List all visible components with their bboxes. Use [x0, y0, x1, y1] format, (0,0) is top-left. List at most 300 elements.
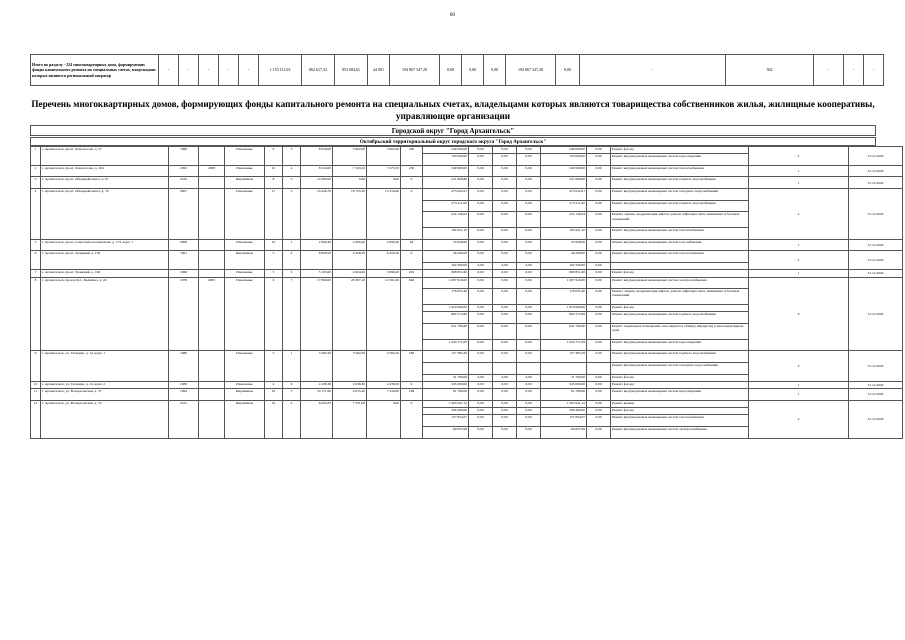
works-count: 1	[749, 239, 849, 251]
owners-funds: 69 837,69	[541, 426, 587, 438]
row-number: 9	[31, 351, 41, 381]
completion-date: 31.12.2020	[849, 381, 903, 388]
renovation-year	[199, 389, 225, 401]
build-year: 1991	[169, 251, 199, 270]
entrances: 5	[283, 270, 301, 277]
completion-date: 31.12.2020	[849, 251, 903, 270]
owners-funds: 224 146,04	[541, 212, 587, 228]
residents: 258	[401, 165, 423, 177]
house-address: г. Архангельск, пр-кт. Обводный канал, д. 67	[41, 177, 169, 189]
living-area: 2 690,40	[333, 239, 367, 251]
other-funds: 0,00	[587, 200, 611, 212]
owners-funds: 31 760,00	[541, 374, 587, 381]
federal-funds: 0,00	[469, 251, 493, 263]
regional-funds: 0,00	[493, 189, 517, 201]
municipal-funds: 0,00	[517, 374, 541, 381]
works-count: 4	[749, 189, 849, 240]
house-address: г. Архангельск, пр-кт. Обводный канал, д. 76	[41, 189, 169, 240]
entrances: 1	[283, 351, 301, 381]
federal-funds: 0,00	[469, 339, 493, 351]
work-cost: 31 760,00	[423, 374, 469, 381]
work-cost: 862 572,89	[423, 312, 469, 324]
owners-funds: 102 500,00	[541, 262, 587, 269]
regional-funds: 0,00	[493, 270, 517, 277]
house-row	[31, 400, 903, 407]
federal-funds: 0,00	[469, 381, 493, 388]
work-type: Ремонт внутридомовых инженерных систем водоотведения	[611, 339, 749, 351]
owners-funds: 862 572,89	[541, 312, 587, 324]
summary-count: 302	[726, 55, 814, 86]
owners-funds: 1 087 910,00	[541, 277, 587, 289]
works-count: 2	[749, 147, 849, 166]
municipal-funds: 0,00	[517, 426, 541, 438]
municipal-funds: 0,00	[517, 351, 541, 363]
municipal-funds: 0,00	[517, 147, 541, 154]
regional-funds: 0,00	[493, 200, 517, 212]
regional-funds: 0,00	[493, 389, 517, 401]
owners-funds: 182 621,10	[541, 228, 587, 240]
owners-funds	[541, 362, 587, 374]
house-row	[31, 277, 903, 289]
build-year: 1980	[169, 351, 199, 381]
build-year: 1968	[169, 270, 199, 277]
summary-dash: -	[199, 55, 219, 86]
federal-funds: 0,00	[469, 270, 493, 277]
other-funds: 0,00	[587, 262, 611, 269]
total-area: 4 438,30	[301, 381, 333, 388]
municipal-funds: 0,00	[517, 228, 541, 240]
work-cost: 349 900,00	[423, 165, 469, 177]
living-area: 16 725,50	[333, 189, 367, 240]
summary-total-cost: 194 867 347,28	[390, 55, 440, 86]
residential-area: 7 475,50	[367, 165, 401, 177]
build-year: 1978	[169, 277, 199, 351]
municipal-funds: 0,00	[517, 177, 541, 189]
work-cost: 273 211,00	[423, 200, 469, 212]
residents: 168	[401, 389, 423, 401]
regional-funds: 0,00	[493, 415, 517, 427]
regional-funds: 0,00	[493, 374, 517, 381]
floors: 10	[265, 389, 283, 401]
municipal-funds	[517, 362, 541, 374]
house-address: г. Архангельск, пр-кт. Советских космонавтов, д. 173, корп. 1	[41, 239, 169, 251]
work-cost: 159 000,00	[423, 154, 469, 166]
living-area: 0,00	[333, 177, 367, 189]
regional-funds: 0,00	[493, 147, 517, 154]
floors: 8	[265, 177, 283, 189]
renovation-year	[199, 351, 225, 381]
row-number: 10	[31, 381, 41, 388]
total-area: 12 000,00	[301, 177, 333, 189]
entrances: 7	[283, 277, 301, 351]
completion-date: 31.12.2020	[849, 389, 903, 401]
floors: 5	[265, 270, 283, 277]
work-type: Ремонт внутридомовых инженерных систем теплоснабжения	[611, 228, 749, 240]
regional-funds: 0,00	[493, 165, 517, 177]
renovation-year	[199, 400, 225, 438]
summary-living-area: 862 617,33	[302, 55, 335, 86]
work-cost: 35 928,00	[423, 239, 469, 251]
regional-funds: 0,00	[493, 351, 517, 363]
work-cost: 641 796,80	[423, 323, 469, 339]
residents: 0	[401, 177, 423, 189]
works-count: 1	[749, 177, 849, 189]
work-cost	[423, 362, 469, 374]
living-area: 3 582,20	[333, 351, 367, 381]
municipal-funds: 0,00	[517, 165, 541, 177]
other-funds: 0,00	[587, 289, 611, 305]
regional-funds: 0,00	[493, 305, 517, 312]
renovation-year	[199, 177, 225, 189]
residents: 238	[401, 147, 423, 166]
summary-other: 0,00	[556, 55, 580, 86]
residential-area: 13 316,60	[367, 189, 401, 240]
build-year: 1980	[169, 381, 199, 388]
regional-funds: 0,00	[493, 312, 517, 324]
federal-funds: 0,00	[469, 389, 493, 401]
residents: 202	[401, 270, 423, 277]
row-number: 5	[31, 239, 41, 251]
entrances: 3	[283, 147, 301, 166]
federal-funds: 0,00	[469, 200, 493, 212]
work-type: Ремонт подвальных помещений, относящихся к общему имуществу в многоквартирном доме	[611, 323, 749, 339]
works-count: 1	[749, 389, 849, 401]
work-cost: 182 621,10	[423, 228, 469, 240]
work-cost: 224 146,04	[423, 212, 469, 228]
completion-date: 31.12.2020	[849, 177, 903, 189]
other-funds: 0,00	[587, 270, 611, 277]
residential-area: 4 438,30	[367, 381, 401, 388]
work-cost: 240 000,00	[423, 147, 469, 154]
floors: 5	[265, 251, 283, 270]
living-area: 4 036,30	[333, 381, 367, 388]
residential-area: 2 690,40	[367, 239, 401, 251]
completion-date: 31.12.2020	[849, 277, 903, 351]
living-area: 7 331,00	[333, 400, 367, 438]
other-funds: 0,00	[587, 212, 611, 228]
federal-funds: 0,00	[469, 147, 493, 154]
regional-funds: 0,00	[493, 323, 517, 339]
other-funds: 0,00	[587, 408, 611, 415]
other-funds: 0,00	[587, 251, 611, 263]
completion-date: 31.12.2020	[849, 400, 903, 438]
entrances: 3	[283, 177, 301, 189]
federal-funds: 0,00	[469, 277, 493, 289]
summary-dash: -	[159, 55, 179, 86]
work-cost: 668 851,60	[423, 270, 469, 277]
work-type: Ремонт, замена, модернизация лифтов, ремонт лифтовых шахт, машинных и блочных помещений	[611, 289, 749, 305]
residential-area: 7 526,00	[367, 389, 401, 401]
work-type: Ремонт внутридомовых инженерных систем водоотведения	[611, 389, 749, 401]
build-year: 1998	[169, 147, 199, 166]
row-number: 7	[31, 270, 41, 277]
living-area: 4 604,40	[333, 270, 367, 277]
owners-funds: 81 780,00	[541, 389, 587, 401]
wall-material: Кирпичные	[225, 389, 265, 401]
municipal-funds: 0,00	[517, 277, 541, 289]
house-row	[31, 239, 903, 251]
house-address: г. Архангельск, пр-кт. Ломоносова, д. 104	[41, 165, 169, 177]
owners-funds: 641 796,80	[541, 323, 587, 339]
summary-federal: 0,00	[440, 55, 462, 86]
owners-funds: 473 042,61	[541, 189, 587, 201]
works-count: 4	[749, 400, 849, 438]
total-area: 8 845,83	[301, 400, 333, 438]
municipal-funds: 0,00	[517, 251, 541, 263]
works-count: 3	[749, 351, 849, 381]
federal-funds: 0,00	[469, 426, 493, 438]
city-heading: Городской округ "Город Архангельск"	[30, 125, 876, 136]
floors: 4	[265, 381, 283, 388]
federal-funds: 0,00	[469, 312, 493, 324]
houses-table	[30, 146, 903, 439]
entrances: 2	[283, 400, 301, 438]
build-year: 1994	[169, 389, 199, 401]
total-area: 5 163,00	[301, 270, 333, 277]
wall-material: Панельные	[225, 239, 265, 251]
summary-residents: 44 091	[368, 55, 390, 86]
work-type: Ремонт внутридомовых инженерных систем водоотведения	[611, 154, 749, 166]
entrances: 1	[283, 239, 301, 251]
build-year: 2012	[169, 400, 199, 438]
total-area: 8 050,00	[301, 147, 333, 166]
federal-funds: 0,00	[469, 400, 493, 407]
wall-material: Панельные	[225, 277, 265, 351]
owners-funds: 345 000,00	[541, 381, 587, 388]
municipal-funds: 0,00	[517, 312, 541, 324]
build-year: 2007	[169, 189, 199, 240]
wall-material: Панельные	[225, 189, 265, 240]
work-cost: 46 260,00	[423, 251, 469, 263]
house-address: г. Архангельск, пр-кт. Троицкий, д. 166	[41, 270, 169, 277]
row-number: 2	[31, 165, 41, 177]
house-row	[31, 165, 903, 177]
entrances: 6	[283, 381, 301, 388]
work-type	[611, 262, 749, 269]
owners-funds: 668 851,60	[541, 270, 587, 277]
entrances: 4	[283, 165, 301, 177]
work-cost: 1 087 910,00	[423, 277, 469, 289]
residents: 0	[401, 381, 423, 388]
work-type: Ремонт фасада	[611, 374, 749, 381]
residential-area: 0,00	[367, 400, 401, 438]
work-cost: 1 619 600,00	[423, 305, 469, 312]
summary-dash: -	[219, 55, 239, 86]
row-number: 3	[31, 177, 41, 189]
living-area: 5 602,00	[333, 147, 367, 166]
municipal-funds: 0,00	[517, 270, 541, 277]
other-funds: 0,00	[587, 351, 611, 363]
house-address: г. Архангельск, пр-кт. Ломоносова, д. 27	[41, 147, 169, 166]
completion-date: 31.12.2020	[849, 165, 903, 177]
completion-date: 31.12.2020	[849, 239, 903, 251]
federal-funds: 0,00	[469, 305, 493, 312]
regional-funds	[493, 362, 517, 374]
house-address: г. Архангельск, ул. Гагарина, д. 14, корп. 2	[41, 381, 169, 388]
regional-funds: 0,00	[493, 154, 517, 166]
total-area: 8 856,50	[301, 251, 333, 270]
renovation-year	[199, 270, 225, 277]
renovation-year	[199, 251, 225, 270]
residential-area: 3 896,20	[367, 270, 401, 277]
municipal-funds: 0,00	[517, 212, 541, 228]
other-funds: 0,00	[587, 165, 611, 177]
owners-funds: 35 928,00	[541, 239, 587, 251]
wall-material: Кирпичные	[225, 400, 265, 438]
owners-funds: 157 834,07	[541, 415, 587, 427]
work-cost: 178 035,40	[423, 289, 469, 305]
other-funds: 0,00	[587, 415, 611, 427]
house-address: г. Архангельск, ул. Воскресенская, д. 55	[41, 400, 169, 438]
floors: 5	[265, 351, 283, 381]
completion-date: 31.12.2020	[849, 270, 903, 277]
summary-dash: -	[844, 55, 864, 86]
municipal-funds: 0,00	[517, 323, 541, 339]
floors: 10	[265, 239, 283, 251]
row-number: 11	[31, 389, 41, 401]
municipal-funds: 0,00	[517, 189, 541, 201]
work-type: Ремонт внутридомовых инженерных систем горячего водоснабжения	[611, 351, 749, 363]
owners-funds: 206 400,00	[541, 408, 587, 415]
summary-row	[31, 55, 884, 86]
completion-date: 31.12.2020	[849, 189, 903, 240]
work-cost: 521 808,86	[423, 177, 469, 189]
summary-dash: -	[580, 55, 726, 86]
other-funds: 0,00	[587, 374, 611, 381]
house-row	[31, 270, 903, 277]
work-type: Ремонт внутридомовых инженерных систем газоснабжения	[611, 239, 749, 251]
house-address: г. Архангельск, пр-кт. Троицкий, д. 158	[41, 251, 169, 270]
row-number: 12	[31, 400, 41, 438]
work-type: Ремонт крыши	[611, 400, 749, 407]
owners-funds: 46 260,00	[541, 251, 587, 263]
summary-dash: -	[179, 55, 199, 86]
work-type: Ремонт внутридомовых инженерных систем теплоснабжения	[611, 165, 749, 177]
total-area: 17 890,00	[301, 277, 333, 351]
summary-table	[30, 54, 884, 86]
work-type: Ремонт фасада	[611, 270, 749, 277]
house-address: г. Архангельск, ул. Гагарина, д. 14, корп. 1	[41, 351, 169, 381]
work-cost: 1 263 941,12	[423, 400, 469, 407]
work-cost: 345 000,00	[423, 381, 469, 388]
build-year: 2010	[169, 177, 199, 189]
municipal-funds: 0,00	[517, 415, 541, 427]
regional-funds: 0,00	[493, 212, 517, 228]
owners-funds: 521 808,86	[541, 177, 587, 189]
house-row	[31, 381, 903, 388]
house-row	[31, 147, 903, 154]
federal-funds: 0,00	[469, 289, 493, 305]
other-funds: 0,00	[587, 400, 611, 407]
owners-funds: 178 035,40	[541, 289, 587, 305]
owners-funds: 273 211,00	[541, 200, 587, 212]
regional-funds: 0,00	[493, 339, 517, 351]
residential-area: 6 456,50	[367, 251, 401, 270]
regional-funds: 0,00	[493, 228, 517, 240]
wall-material: Панельные	[225, 270, 265, 277]
residents: 0	[401, 189, 423, 240]
municipal-funds: 0,00	[517, 154, 541, 166]
federal-funds: 0,00	[469, 177, 493, 189]
regional-funds: 0,00	[493, 239, 517, 251]
residents: 180	[401, 351, 423, 381]
federal-funds: 0,00	[469, 239, 493, 251]
floors: 9	[265, 277, 283, 351]
page-number: 80	[450, 13, 455, 18]
living-area: 7 343,10	[333, 165, 367, 177]
works-count: 1	[749, 165, 849, 177]
regional-funds: 0,00	[493, 381, 517, 388]
work-type: Ремонт внутридомовых инженерных систем горячего водоснабжения	[611, 177, 749, 189]
build-year: 2008	[169, 239, 199, 251]
wall-material: Панельные	[225, 381, 265, 388]
other-funds: 0,00	[587, 312, 611, 324]
house-row	[31, 189, 903, 201]
renovation-year: 2008	[199, 165, 225, 177]
federal-funds: 0,00	[469, 189, 493, 201]
summary-municipal: 0,00	[484, 55, 506, 86]
federal-funds: 0,00	[469, 408, 493, 415]
floors: 16	[265, 400, 283, 438]
municipal-funds: 0,00	[517, 305, 541, 312]
federal-funds	[469, 362, 493, 374]
entrances: 5	[283, 389, 301, 401]
renovation-year	[199, 239, 225, 251]
summary-regional: 0,06	[462, 55, 484, 86]
municipal-funds: 0,00	[517, 200, 541, 212]
regional-funds: 0,00	[493, 426, 517, 438]
living-area: 6 456,50	[333, 251, 367, 270]
municipal-funds: 0,00	[517, 389, 541, 401]
residents: 648	[401, 277, 423, 351]
owners-funds: 1 619 600,00	[541, 305, 587, 312]
living-area: 9 035,20	[333, 389, 367, 401]
work-cost: 473 042,61	[423, 189, 469, 201]
municipal-funds: 0,00	[517, 339, 541, 351]
wall-material: Кирпичные	[225, 251, 265, 270]
federal-funds: 0,00	[469, 154, 493, 166]
work-type: Ремонт внутридомовых инженерных систем горячего водоснабжения	[611, 200, 749, 212]
renovation-year: 2005	[199, 277, 225, 351]
regional-funds: 0,00	[493, 408, 517, 415]
total-area: 16 426,70	[301, 189, 333, 240]
summary-total-area: 1 153 111,63	[259, 55, 302, 86]
completion-date: 31.12.2020	[849, 351, 903, 381]
residential-area: 0,00	[367, 177, 401, 189]
owners-funds: 159 000,00	[541, 154, 587, 166]
owners-funds: 1 263 941,12	[541, 400, 587, 407]
residents: 64	[401, 239, 423, 251]
work-type: Ремонт внутридомовых инженерных систем холодного водоснабжения	[611, 189, 749, 201]
municipal-funds: 0,00	[517, 262, 541, 269]
works-count: 1	[749, 381, 849, 388]
summary-dash: -	[814, 55, 844, 86]
owners-funds: 157 385,29	[541, 351, 587, 363]
federal-funds: 0,00	[469, 374, 493, 381]
municipal-funds: 0,00	[517, 289, 541, 305]
entrances: 4	[283, 251, 301, 270]
works-count: 6	[749, 277, 849, 351]
total-area: 2 690,40	[301, 239, 333, 251]
federal-funds: 0,00	[469, 165, 493, 177]
regional-funds: 0,00	[493, 289, 517, 305]
other-funds: 0,00	[587, 277, 611, 289]
owners-funds: 349 900,00	[541, 165, 587, 177]
build-year: 1993	[169, 165, 199, 177]
other-funds: 0,00	[587, 381, 611, 388]
residential-area: 3 582,20	[367, 351, 401, 381]
residential-area: 12 561,00	[367, 277, 401, 351]
